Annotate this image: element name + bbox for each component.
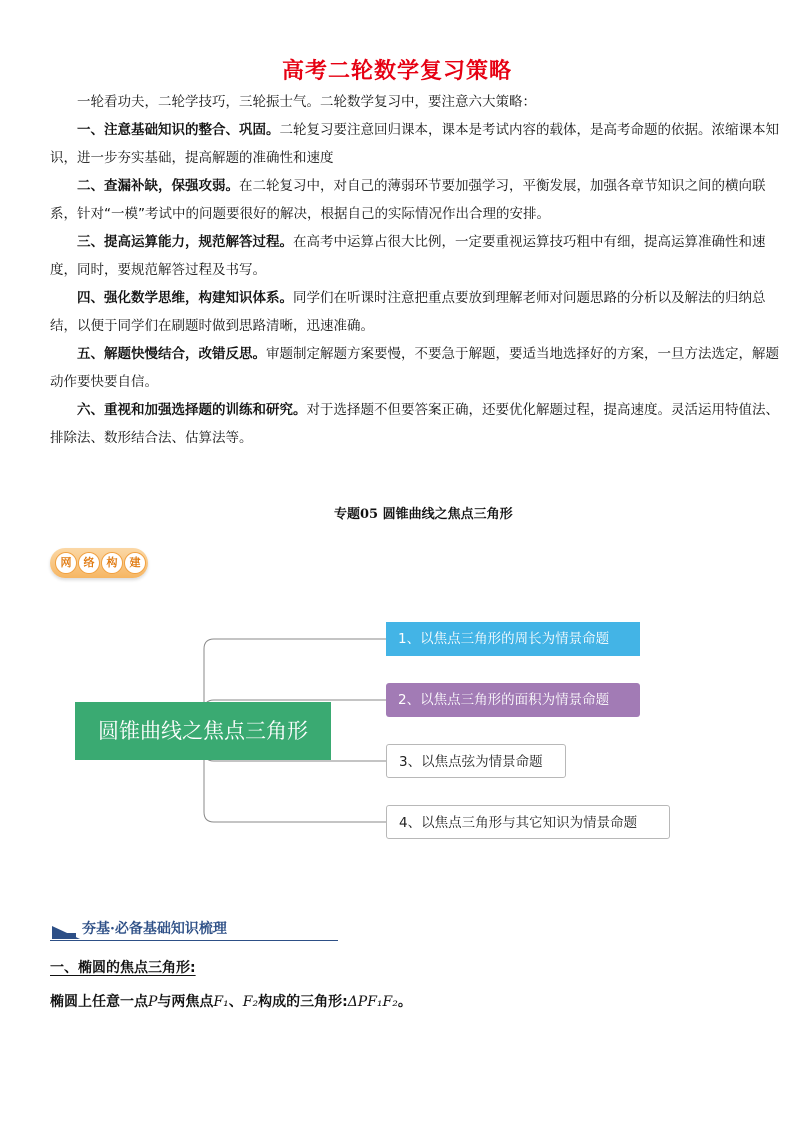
- strategy-heading: 四、强化数学思维，构建知识体系。: [77, 290, 293, 306]
- focus-f1-symbol: F₁: [213, 994, 229, 1010]
- page-title: 高考二轮数学复习策略: [281, 59, 512, 84]
- body-text: 椭圆上任意一点: [50, 994, 148, 1010]
- strategy-body: 对于选择题不但要答案正确，还要优化解题过程，提高速度。灵活运用特值法、排除法、数形结合法、估算法等。: [50, 402, 779, 446]
- strategy-paragraph-3: [50, 228, 780, 284]
- strategy-paragraph-6: [50, 396, 780, 452]
- mind-map: [70, 610, 690, 850]
- strategy-heading: 五、解题快慢结合，改错反思。: [77, 346, 266, 362]
- strategy-heading: 三、提高运算能力，规范解答过程。: [77, 234, 293, 250]
- triangle-symbol: ΔPF₁F₂: [347, 994, 398, 1010]
- strategy-paragraph-4: [50, 284, 780, 340]
- body-text: 与两焦点: [157, 994, 214, 1010]
- section-title: 夯基·必备基础知识梳理: [82, 921, 227, 937]
- strategy-heading: 六、重视和加强选择题的训练和研究。: [77, 402, 307, 418]
- badge-char: 构: [101, 552, 123, 574]
- topic-title: 专题05 圆锥曲线之焦点三角形: [334, 507, 513, 522]
- body-text: 。: [397, 994, 412, 1010]
- body-text: 、: [228, 994, 243, 1010]
- point-symbol: P: [148, 994, 158, 1010]
- strategy-body: 同学们在听课时注意把重点要放到理解老师对问题思路的分析以及解法的归纳总结，以便于同学们在刷题时做到思路清晰，迅速准确。: [50, 290, 766, 334]
- body-text: 构成的三角形:: [258, 994, 348, 1010]
- strategy-body: 二轮复习要注意回归课本，课本是考试内容的载体，是高考命题的依据。浓缩课本知识，进一步夯实基础，提高解题的准确性和速度: [50, 122, 779, 166]
- strategy-paragraph-5: [50, 340, 780, 396]
- strategy-paragraph-2: [50, 172, 780, 228]
- mind-map-branch-2: 2、以焦点三角形的面积为情景命题: [386, 683, 640, 717]
- focus-f2-symbol: F₂: [242, 994, 259, 1010]
- section-header: [50, 916, 338, 941]
- strategy-paragraph-1: [50, 116, 780, 172]
- strategy-body: 在二轮复习中，对自己的薄弱环节要加强学习，平衡发展，加强各章节知识之间的横向联系，针对“一模”考试中的问题要很好的解决，根据自己的实际情况作出合理的安排。: [50, 178, 766, 222]
- mind-map-branch-4: 4、以焦点三角形与其它知识为情景命题: [386, 805, 670, 839]
- mind-map-branch-1: 1、以焦点三角形的周长为情景命题: [386, 622, 640, 656]
- badge-char: 建: [124, 552, 146, 574]
- subsection-body: [50, 991, 412, 1011]
- mind-map-root: 圆锥曲线之焦点三角形: [75, 702, 331, 760]
- strategy-body: 审题制定解题方案要慢，不要急于解题，要适当地选择好的方案，一旦方法选定，解题动作要快要自信。: [50, 346, 779, 390]
- badge-char: 络: [78, 552, 100, 574]
- section-flag-bar: [52, 933, 76, 939]
- mind-map-branch-3: 3、以焦点弦为情景命题: [386, 744, 566, 778]
- strategy-heading: 二、查漏补缺，保强攻弱。: [77, 178, 239, 194]
- strategy-body: 在高考中运算占很大比例，一定要重视运算技巧粗中有细，提高运算准确性和速度，同时，要规范解答过程及书写。: [50, 234, 766, 278]
- subsection-heading: 一、椭圆的焦点三角形:: [50, 960, 196, 976]
- badge-char: 网: [55, 552, 77, 574]
- intro-paragraph: 一轮看功夫，二轮学技巧，三轮振士气。二轮数学复习中，要注意六大策略：: [77, 94, 536, 110]
- strategy-heading: 一、注意基础知识的整合、巩固。: [77, 122, 280, 138]
- network-build-badge: [50, 548, 148, 578]
